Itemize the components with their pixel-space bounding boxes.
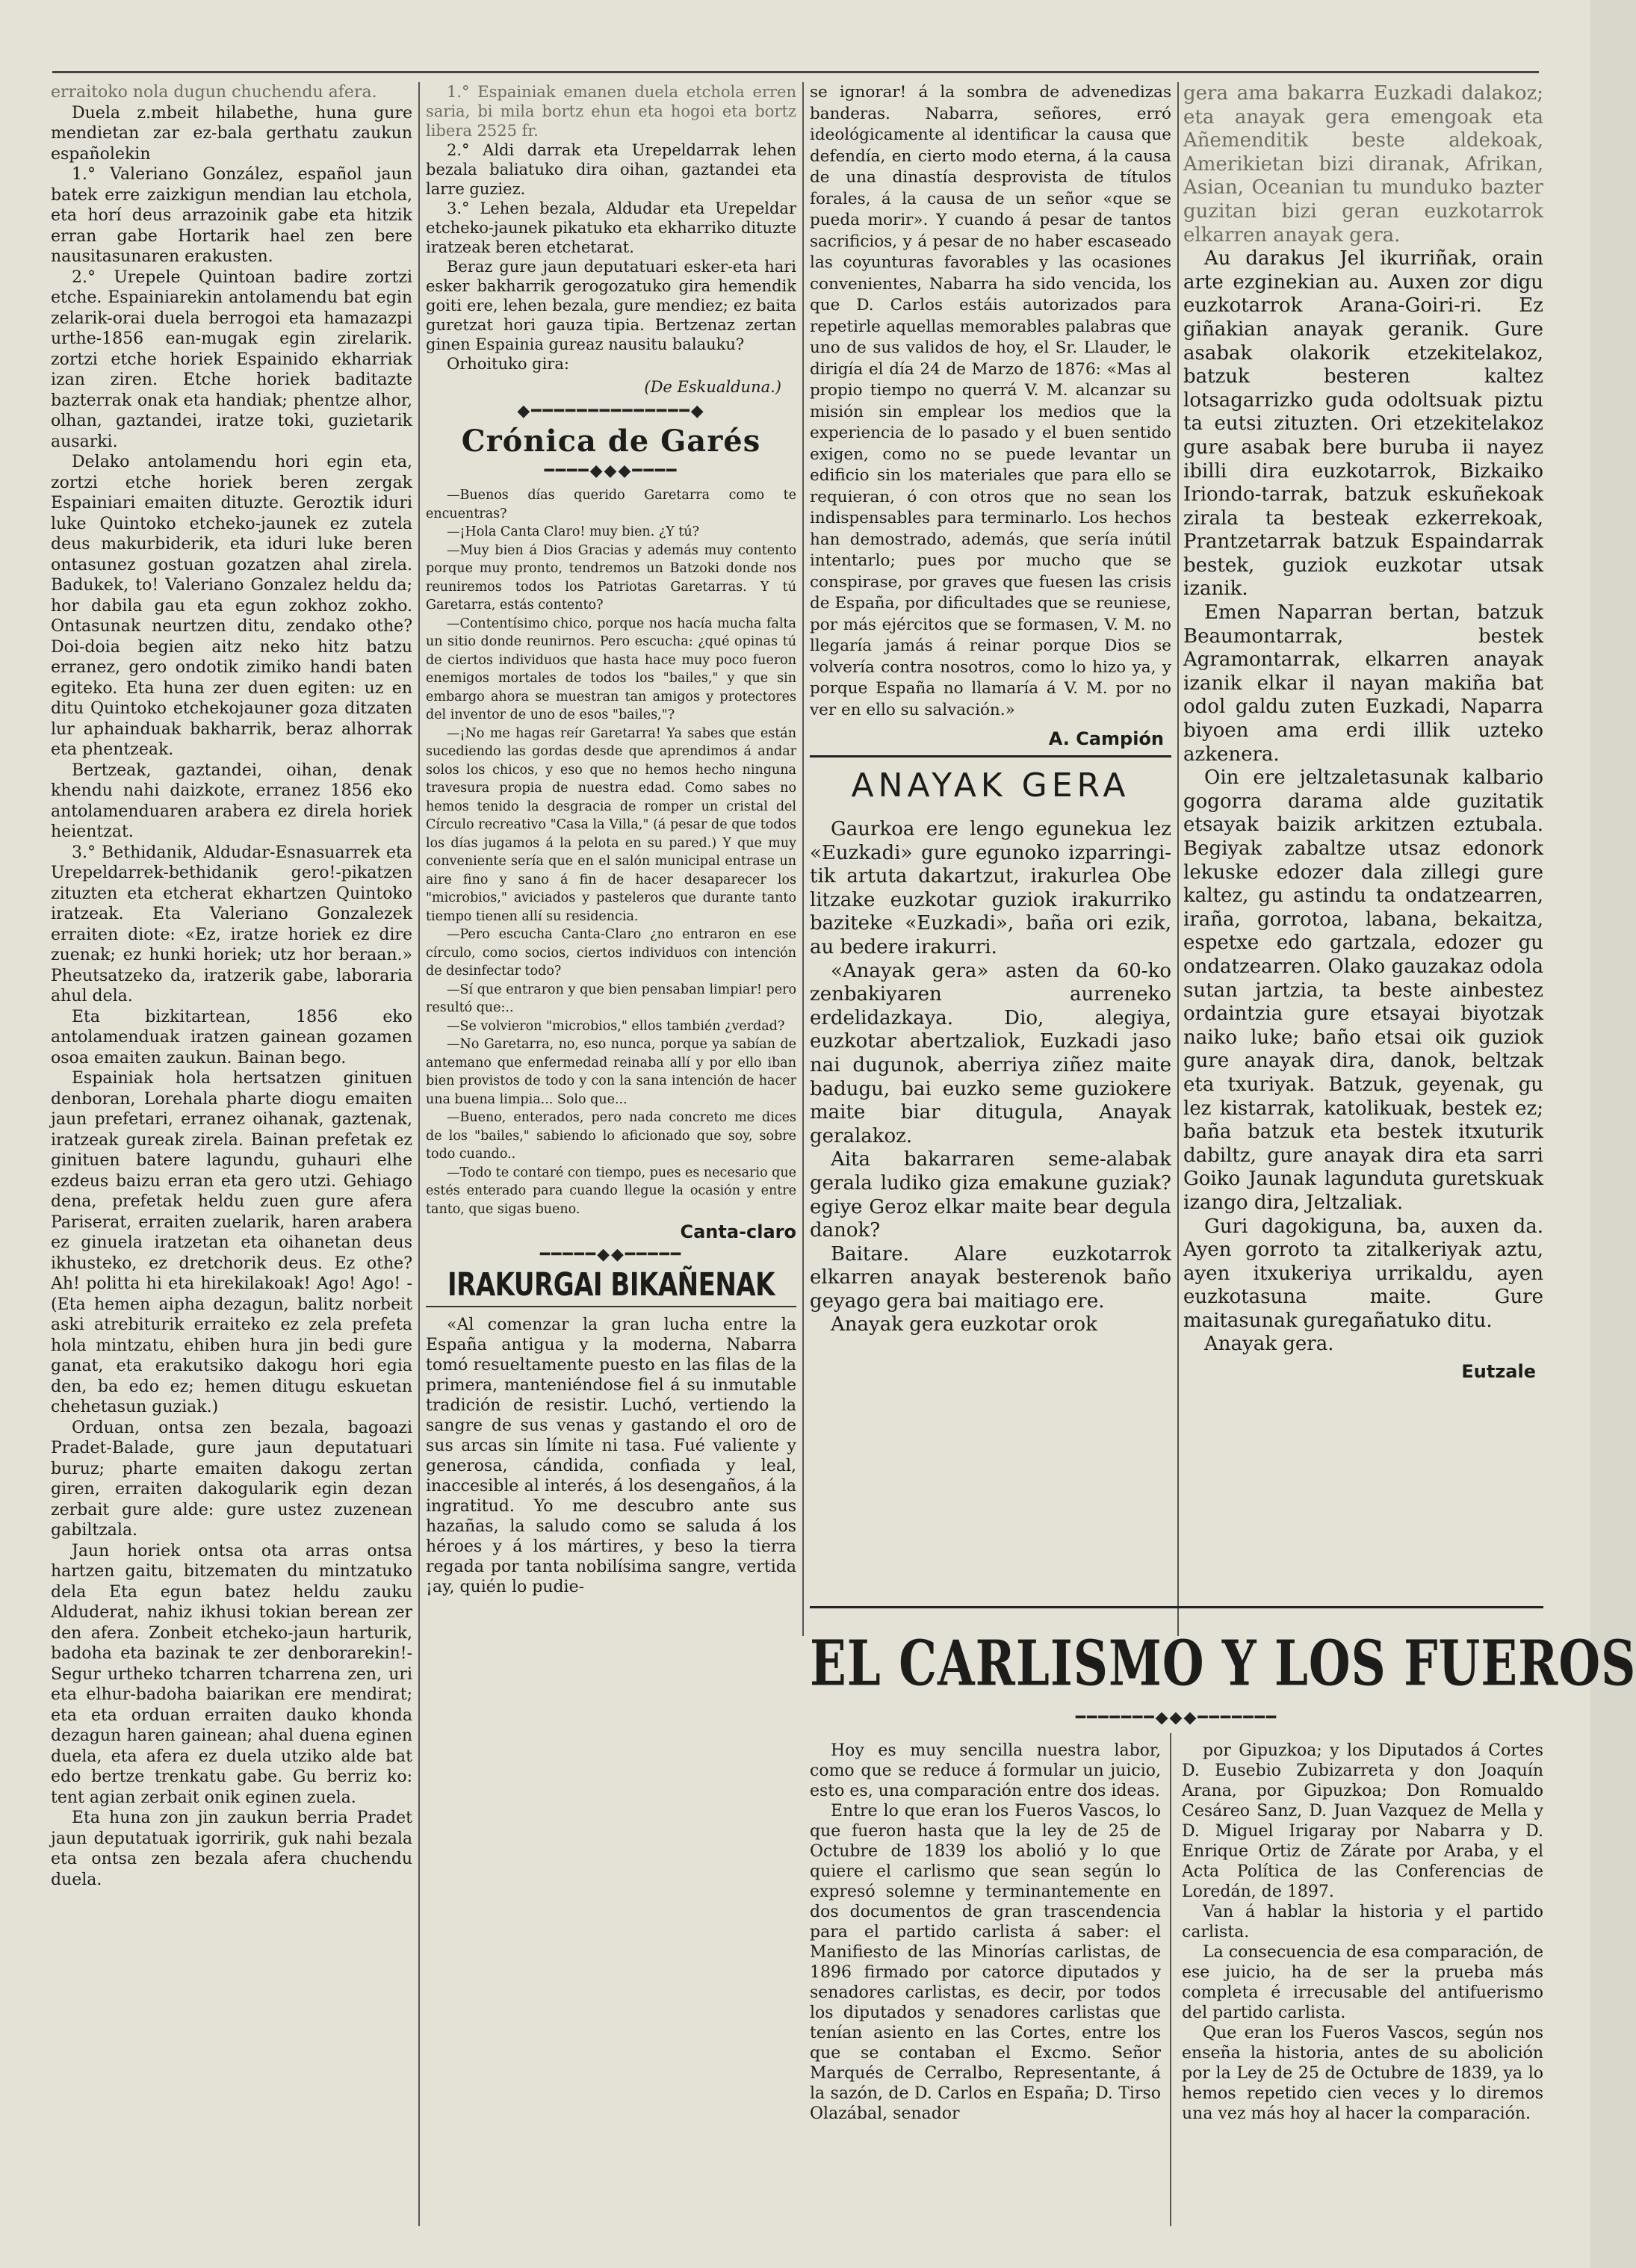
paragraph: Guri dagokiguna, ba, auxen da. Ayen gorroto ta zitalkeriyak aztu, ayen itxukeriya urrikaldu, ayen euzkotasuna maite. Gure maitasunak guregañatuko ditu. xyxy=(1183,1215,1543,1332)
column-divider xyxy=(418,82,420,2226)
column-divider xyxy=(802,82,804,1636)
paragraph: Au darakus Jel ikurriñak, orain arte ezginekian au. Auxen zor digu euzkotarrok Arana-Goiri-ri. Ez giñakian anayak geranik. Gure asabak olakorik etzekitelakoz, batzuk besteren kaltez lotsagarrizko guda odoltsuak piztu ta eutsi zituzten. Ori etzekitelakoz gure asabak bere buruba ii nayez ibilli dira euzkotarrok, Bizkaiko Iriondo-tarrak, batzuk eskuñekoak zirala ta besteak ezkerrekoak, Prantzetarrak batzuk Espaindarrak bestek, guziok euzkotar utsak izanik. xyxy=(1183,247,1543,601)
ornament-divider: ━━━━━◆◆━━━━━ xyxy=(539,1245,683,1264)
paragraph: —¡No me hagas reír Garetarra! Ya sabes que están sucediendo las gordas desde que aprendimos á andar solos los chicos, y eso que no hemos hecho ninguna travesura propia de nuestra edad. Como sabes no hemos tenido la desgracia de romper un cristal del Círculo recreativo "Casa la Villa," (á pesar de que todos los días jugamos á la pelota en su pared.) Y que muy conveniente sería que en el salón municipal entrase un aire fino y sano á fin de hacer desaparecer los "microbios," aviciados y pasteleros que durante tanto tiempo tienen allí su residencia. xyxy=(426,725,796,924)
paragraph: Van á hablar la historia y el partido carlista. xyxy=(1182,1903,1543,1942)
irakurgai-headline: IRAKURGAI BIKAÑENAK xyxy=(447,1266,775,1304)
paragraph: Que eran los Fueros Vascos, según nos enseña la historia, antes de su abolición por la Ley de 25 de Octubre de 1839, ya lo hemos repetido cien veces y lo diremos una vez más hoy al hacer la comparación. xyxy=(1182,2024,1543,2123)
paragraph: —Buenos días querido Garetarra como te encuentras? xyxy=(426,488,796,521)
paragraph: se ignorar! á la sombra de advenedizas banderas. Nabarra, señores, erró ideológicamente al identificar la causa que defendía, en cierto modo eterna, á la causa de una dinastía desprovista de títulos forales, á la causa de un señor «que se pueda morir». Y cuando á pesar de tantos sacrificios, y á pesar de no haber escaseado las coyunturas favorables y las ocasiones convenientes, Nabarra ha sido vencida, los que D. Carlos estáis autorizados para repetirle aquellas memorables palabras que uno de sus validos de hoy, el Sr. Llauder, le dirigía el día 24 de Marzo de 1876: «Mas al propio tiempo no querrá V. M. alcanzar su misión sin emplear los medios que la experiencia de lo pasado y el buen sentido exigen, como no se puede levantar un edificio sin los materiales que para ello se requieran, ó con otros que no sean los indispensables para terminarlo. Los hechos han demostrado, además, que sería inútil intentarlo; pues por mucho que se conspirase, por graves que fuesen las crisis de España, por dificultades que se reuniese, por más ejércitos que se formasen, V. M. no llegaría jamás á reinar porque Dios se volvería contra nosotros, como lo hizo ya, y porque España no llamaría á V. M. por no ver en ello su salvación.» xyxy=(810,83,1171,719)
column-divider xyxy=(1177,82,1179,1636)
carlismo-section xyxy=(810,1614,1636,2234)
column-divider xyxy=(1170,1733,1171,2226)
ornament-divider: ━━━━━━━◆◆◆━━━━━━━ xyxy=(1075,1708,1278,1727)
paragraph: 1.° Valeriano González, español jaun batek erre zaizkigun mendian lau etchola, eta horí deus arrazoinik gabe eta hitzik erran gabe Hortarik hael zen bere nausitasunaren erakusten. xyxy=(51,165,412,266)
paragraph: 1.° Espainiak emanen duela etchola erren saria, bi mila bortz ehun eta hogoi eta bortz libera 2525 fr. xyxy=(426,83,796,140)
column-3 xyxy=(810,82,1171,1636)
signature: Canta-claro xyxy=(680,1221,796,1242)
paragraph: gera ama bakarra Euzkadi dalakoz; eta anayak gera emengoak eta Añemenditik beste aldekoak, Amerikietan bizi diranak, Afrikan, Asian, Oceanian tu munduko bazter guzitan bizi geran euzkotarrok elkarren anayak gera. xyxy=(1183,82,1543,247)
paragraph: Duela z.mbeit hilabethe, huna gure mendietan zar ez-bala gerthatu zaukun españolekin xyxy=(51,103,412,164)
paragraph: erraitoko nola dugun chuchendu afera. xyxy=(51,83,377,102)
paragraph: —Todo te contaré con tiempo, pues es necesario que estés enterado para cuando llegue la ocasión y entre tanto, que sigas bueno. xyxy=(426,1165,796,1217)
paragraph: Aita bakarraren seme-alabak gerala ludiko giza emakune guziak? egiye Geroz elkar maite bear degula danok? xyxy=(810,1148,1171,1242)
paragraph: Eta bizkitartean, 1856 eko antolamenduak iratzen gainean gozamen osoa emaiten zaukun. Bainan bego. xyxy=(51,1007,412,1068)
section-rule xyxy=(810,1606,1543,1608)
paragraph: La consecuencia de esa comparación, de ese juicio, ha de ser la prueba más completa é irrecusable del antifuerismo del partido carlista. xyxy=(1182,1943,1543,2022)
paragraph: Orduan, ontsa zen bezala, bagoazi Pradet-Balade, gure jaun deputatuari buruz; pharte emaiten dakogu zertan giren, erraiten dakogularik egin dezan zerbait gure alde: gure ustez zuzenean gabiltzala. xyxy=(51,1418,412,1540)
paragraph: —¡Hola Canta Claro! muy bien. ¿Y tú? xyxy=(447,524,700,539)
ornament-divider: ━━━━◆◆◆━━━━ xyxy=(544,462,678,480)
carlismo-right-column xyxy=(1182,1741,1543,2124)
carlismo-left-column xyxy=(810,1741,1161,2124)
paragraph: Hoy es muy sencilla nuestra labor, como que se reduce á formular un juicio, esto es, una comparación entre dos ideas. xyxy=(810,1741,1161,1800)
paragraph: Baitare. Alare euzkotarrok elkarren anayak besterenok baño geyago gera bai maitiago ere. xyxy=(810,1242,1171,1313)
paragraph: —Sí que entraron y que bien pensaban limpiar! pero resultó que:.. xyxy=(426,982,796,1015)
carlismo-headline: EL CARLISMO Y LOS FUEROS xyxy=(810,1627,1636,1701)
paragraph: Espainiak hola hertsatzen ginituen denboran, Lorehala pharte diogu emaiten jaun prefetari, erranez oihanak, gaztenak, iratzeak gureak zirela. Bainan prefetak ez ginituen batere lagundu, guhauri elhe ezdeus baizu erran eta gero utzi. Gehiago dena, prefetak heldu zuen gure afera Pariserat, erraiten zuelarik, haren arabera ez ginuela iratzetan eta oihanetan deus ikhusteko, ez dretchorik deus. Ez othe? Ah! politta hi eta hirekilakoak! Ago! Ago! -(Eta hemen aipha dezagun, balitz norbeit aski atrebiturik erraiteko ez zela prefeta hola mintzatu, ehiben hura jin bedi gure ganat, eta erakutsiko dakogu hori egia den, ba edo ez; hemen ditugu eskuetan chehetasun guziak.) xyxy=(51,1069,412,1416)
anayak-banner xyxy=(810,755,1171,762)
cronica-headline: Crónica de Garés xyxy=(461,424,761,459)
section-rule xyxy=(426,1306,796,1307)
column-4 xyxy=(1183,82,1543,1636)
paragraph: —No Garetarra, no, eso nunca, porque ya sabían de antemano que enfermedad reinaba allí y por ello iban bien provistos de todo y con la sana intención de hacer una buena limpia... Solo que... xyxy=(426,1037,796,1107)
paragraph: Beraz gure jaun deputatuari esker-eta hari esker bakharrik gerogozatuko gira hemendik goiti ere, lehen bezala, gure mendiez; ez baita guretzat hori gauza tipia. Bertzenaz zertan ginen Espainia gureaz nausitu balauku? xyxy=(426,258,796,353)
paragraph: —Contentísimo chico, porque nos hacía mucha falta un sitio donde reunirnos. Pero escucha: ¿qué opinas tú de ciertos individuos que hasta hace muy poco fueron enemigos mortales de todos los "bailes," y que sin embargo ahora se muestran tan amigos y protectores del inventor de uno de esos "bailes,"? xyxy=(426,616,796,722)
paragraph: Delako antolamendu hori egin eta, zortzi etche horiek beren zergak Espainiari emaiten dituzte. Geroztik iduri luke Quintoko etcheko-jaunek ez zutela deus makurbiderik, eta iduri luke beren ontasunez gostuan gozatzen ahal zirela. Badukek, to! Valeriano Gonzalez heldu da; hor dabila gau eta egun zokhoz zokho. Ontasunak neurtzen ditu, zendako othe? Doi-doia begien aitz neko hitz batzu erranez, gero ondotik zimiko handi baten egiteko. Eta huna zer duen egiten: uz en ditu Quintoko etchekojauner goza ditzaten lur aphainduak bakharrik, beraz alhorrak eta phentzeak. xyxy=(51,453,412,759)
paragraph: 3.° Bethidanik, Aldudar-Esnasuarrek eta Urepeldarrek-bethidanik gero!-pikatzen zituzten eta etcherat ekhartzen Quintoko iratzeak. Eta Valeriano Gonzalezek erraiten diote: «Ez, iratze horiek ez dire zuenak; ez hunki horiek; utz hor beraan.» Pheutsatzeko da, iratzerik gabe, laboraria ahul dela. xyxy=(51,843,412,1006)
paragraph: «Anayak gera» asten da 60-ko zenbakiyaren aurreneko erdelidazkaya. Dio, alegiya, euzkotar abertzaliok, Euzkadi jaso nai dugunok, aberriya ziñez maite badugu, bai euzko seme guziokere maite biar ditugula, Anayak geralakoz. xyxy=(810,959,1171,1147)
paragraph: Oin ere jeltzaletasunak kalbario gogorra darama alde guzitatik etsayak baizik arkitzen eztubala. Begiyak zabaltze utsaz edonork lekuske edozer dala zillegi gure kaltez, gu astindu ta ondatzearren, iraña, gorrotoa, labana, bekaitza, espetxe edo gartzala, edozer gu ondatzearren. Olako gauzakaz odola sutan jartzia, ta beste ainbestez ordaintzia gure etsayai biyotzak naiko luke; baño etsai oik guziok gure anayak dira, danok, beltzak eta txuriyak. Batzuk, geyenak, gu lez kistarrak, katolikuak, bestek ez; baña batzuk eta bestek itxuturik dabiltz, gure anayak dira eta sarri Goiko Jaunak lagunduta guretskuak izango dira, Jeltzaliak. xyxy=(1183,766,1543,1214)
column-2 xyxy=(426,82,796,2234)
paragraph: Jaun horiek ontsa ota arras ontsa hartzen gaitu, bitzematen du mintzatuko dela Eta egun batez heldu zauku Alduderat, nahiz ikhusi tokian berean zer den afera. Zonbeit etcheko-jaun harturik, badoha eta bazinak te zer denborarekin!-Segur urtheko tcharren tcharrena zen, uri eta elhur-badoha baiarikan ere mendirat; eta eta orduan erraiten dauko khonda dezagun haren gainean; ahal duena eginen duela, eta afera ez duela utziko alde bat edo bertze trenkatu gabe. Gu berriz ko: tent agian zerbait onik eginen zuela. xyxy=(51,1541,412,1807)
paragraph: 2.° Urepele Quintoan badire zortzi etche. Espainiarekin antolamendu bat egin zelarik-orai duela berrogoi eta hamazazpi urthe-1856 ean-mugak egin zirelarik. zortzi etche horiek Espainido ekharriak izan ziren. Etche horiek baditazte bazterrak onak eta handiak; phentze alhor, olhan, gaztandei, iratze toki, guzietarik ausarki. xyxy=(51,267,412,451)
paragraph: —Muy bien á Dios Gracias y además muy contento porque muy pronto, tendremos un Batzoki donde nos reuniremos todos los Patriotas Garetarras. Y tú Garetarra, estás contento? xyxy=(426,542,796,613)
paragraph: «Al comenzar la gran lucha entre la España antigua y la moderna, Nabarra tomó resueltamente puesto en las filas de la primera, manteniéndose fiel á su inmutable tradición de resistir. Luchó, vertiendo la sangre de sus venas y gastando el oro de sus arcas sin límite ni tasa. Fué valiente y generosa, cándida, confiada y leal, inaccesible al interés, á los desengaños, á la ingratitud. Yo me descubro ante sus hazañas, la saludo como se saluda á los héroes y á los mártires, y beso la tierra regada por tanta nobilísima sangre, vertida ¡ay, quién lo pudie- xyxy=(426,1316,796,1596)
paragraph: —Se volvieron "microbios," ellos también ¿verdad? xyxy=(447,1018,785,1034)
paragraph: Emen Naparran bertan, batzuk Beaumontarrak, bestek Agramontarrak, elkarren anayak izanik elkar il nayan makiña bat odol galdu zuten Euzkadi, Naparra biyoen ama erdi illik uzteko azkenera. xyxy=(1183,601,1543,766)
paragraph: 3.° Lehen bezala, Aldudar eta Urepeldar etcheko-jaunek pikatuko eta ekharriko dituzte iratzeak beren etchetarat. xyxy=(426,199,796,256)
signature: Eutzale xyxy=(1461,1361,1536,1383)
paragraph: Bertzeak, gaztandei, oihan, denak khendu nahi daizkote, erranez 1856 eko antolamenduaren arabera ez direla horiek heientzat. xyxy=(51,760,412,841)
paragraph: Anayak gera euzkotar orok xyxy=(831,1313,1097,1336)
column-1 xyxy=(51,82,412,2234)
signature: A. Campión xyxy=(1048,728,1164,749)
top-rule xyxy=(52,71,1539,73)
paragraph: —Bueno, enterados, pero nada concreto me dices de los "bailes," sabiendo lo aficionado que soy, sobre todo cuando.. xyxy=(426,1110,796,1162)
anayak-headline: ANAYAK GERA xyxy=(851,766,1130,805)
source-note: (De Eskualduna.) xyxy=(644,378,781,396)
paragraph: Orhoituko gira: xyxy=(447,355,569,373)
paragraph: Entre lo que eran los Fueros Vascos, lo que fueron hasta que la ley de 25 de Octubre de 1839 los abolió y lo que quiere el carlismo que sean según lo expresó solemne y terminantemente en dos documentos de gran trascendencia para el partido carlista á saber: el Manifiesto de las Minorías carlistas, de 1896 firmado por catorce diputados y senadores carlistas, es decir, por todos los diputados y senadores carlistas que tenían asiento en las Cortes, entre los que se contaban el Excmo. Señor Marqués de Cerralbo, Representante, á la sazón, de D. Carlos en España; D. Tirso Olazábal, senador xyxy=(810,1802,1161,2123)
paragraph: 2.° Aldi darrak eta Urepeldarrak lehen bezala baliatuko dira oihan, gaztandei eta larre guziez. xyxy=(426,141,796,198)
paragraph: por Gipuzkoa; y los Diputados á Cortes D. Eusebio Zubizarreta y don Joaquín Arana, por Gipuzkoa; Don Romualdo Cesáreo Sanz, D. Juan Vazquez de Mella y D. Miguel Irigaray por Nabarra y D. Enrique Ortiz de Zárate por Araba, y el Acta Política de las Conferencias de Loredán, de 1897. xyxy=(1182,1741,1543,1901)
paragraph: —Pero escucha Canta-Claro ¿no entraron en ese círculo, como socios, ciertos individuos con intención de desinfectar todo? xyxy=(426,927,796,979)
paragraph: Anayak gera. xyxy=(1204,1333,1334,1356)
ornament-divider: ◆━━━━━━━━━━━━━━◆ xyxy=(517,402,705,421)
paragraph: Eta huna zon jin zaukun berria Pradet jaun deputatuak igorririk, guk nahi bezala eta ontsa zen bezala afera chuchendu duela. xyxy=(51,1809,412,1889)
paragraph: Gaurkoa ere lengo egunekua lez «Euzkadi» gure egunoko izparringi-tik artuta dakartzut, irakurlea Obe litzake euzkotar guziok irakurriko baziteke «Euzkadi», baña ori ezik, au bedere irakurri. xyxy=(810,818,1171,958)
